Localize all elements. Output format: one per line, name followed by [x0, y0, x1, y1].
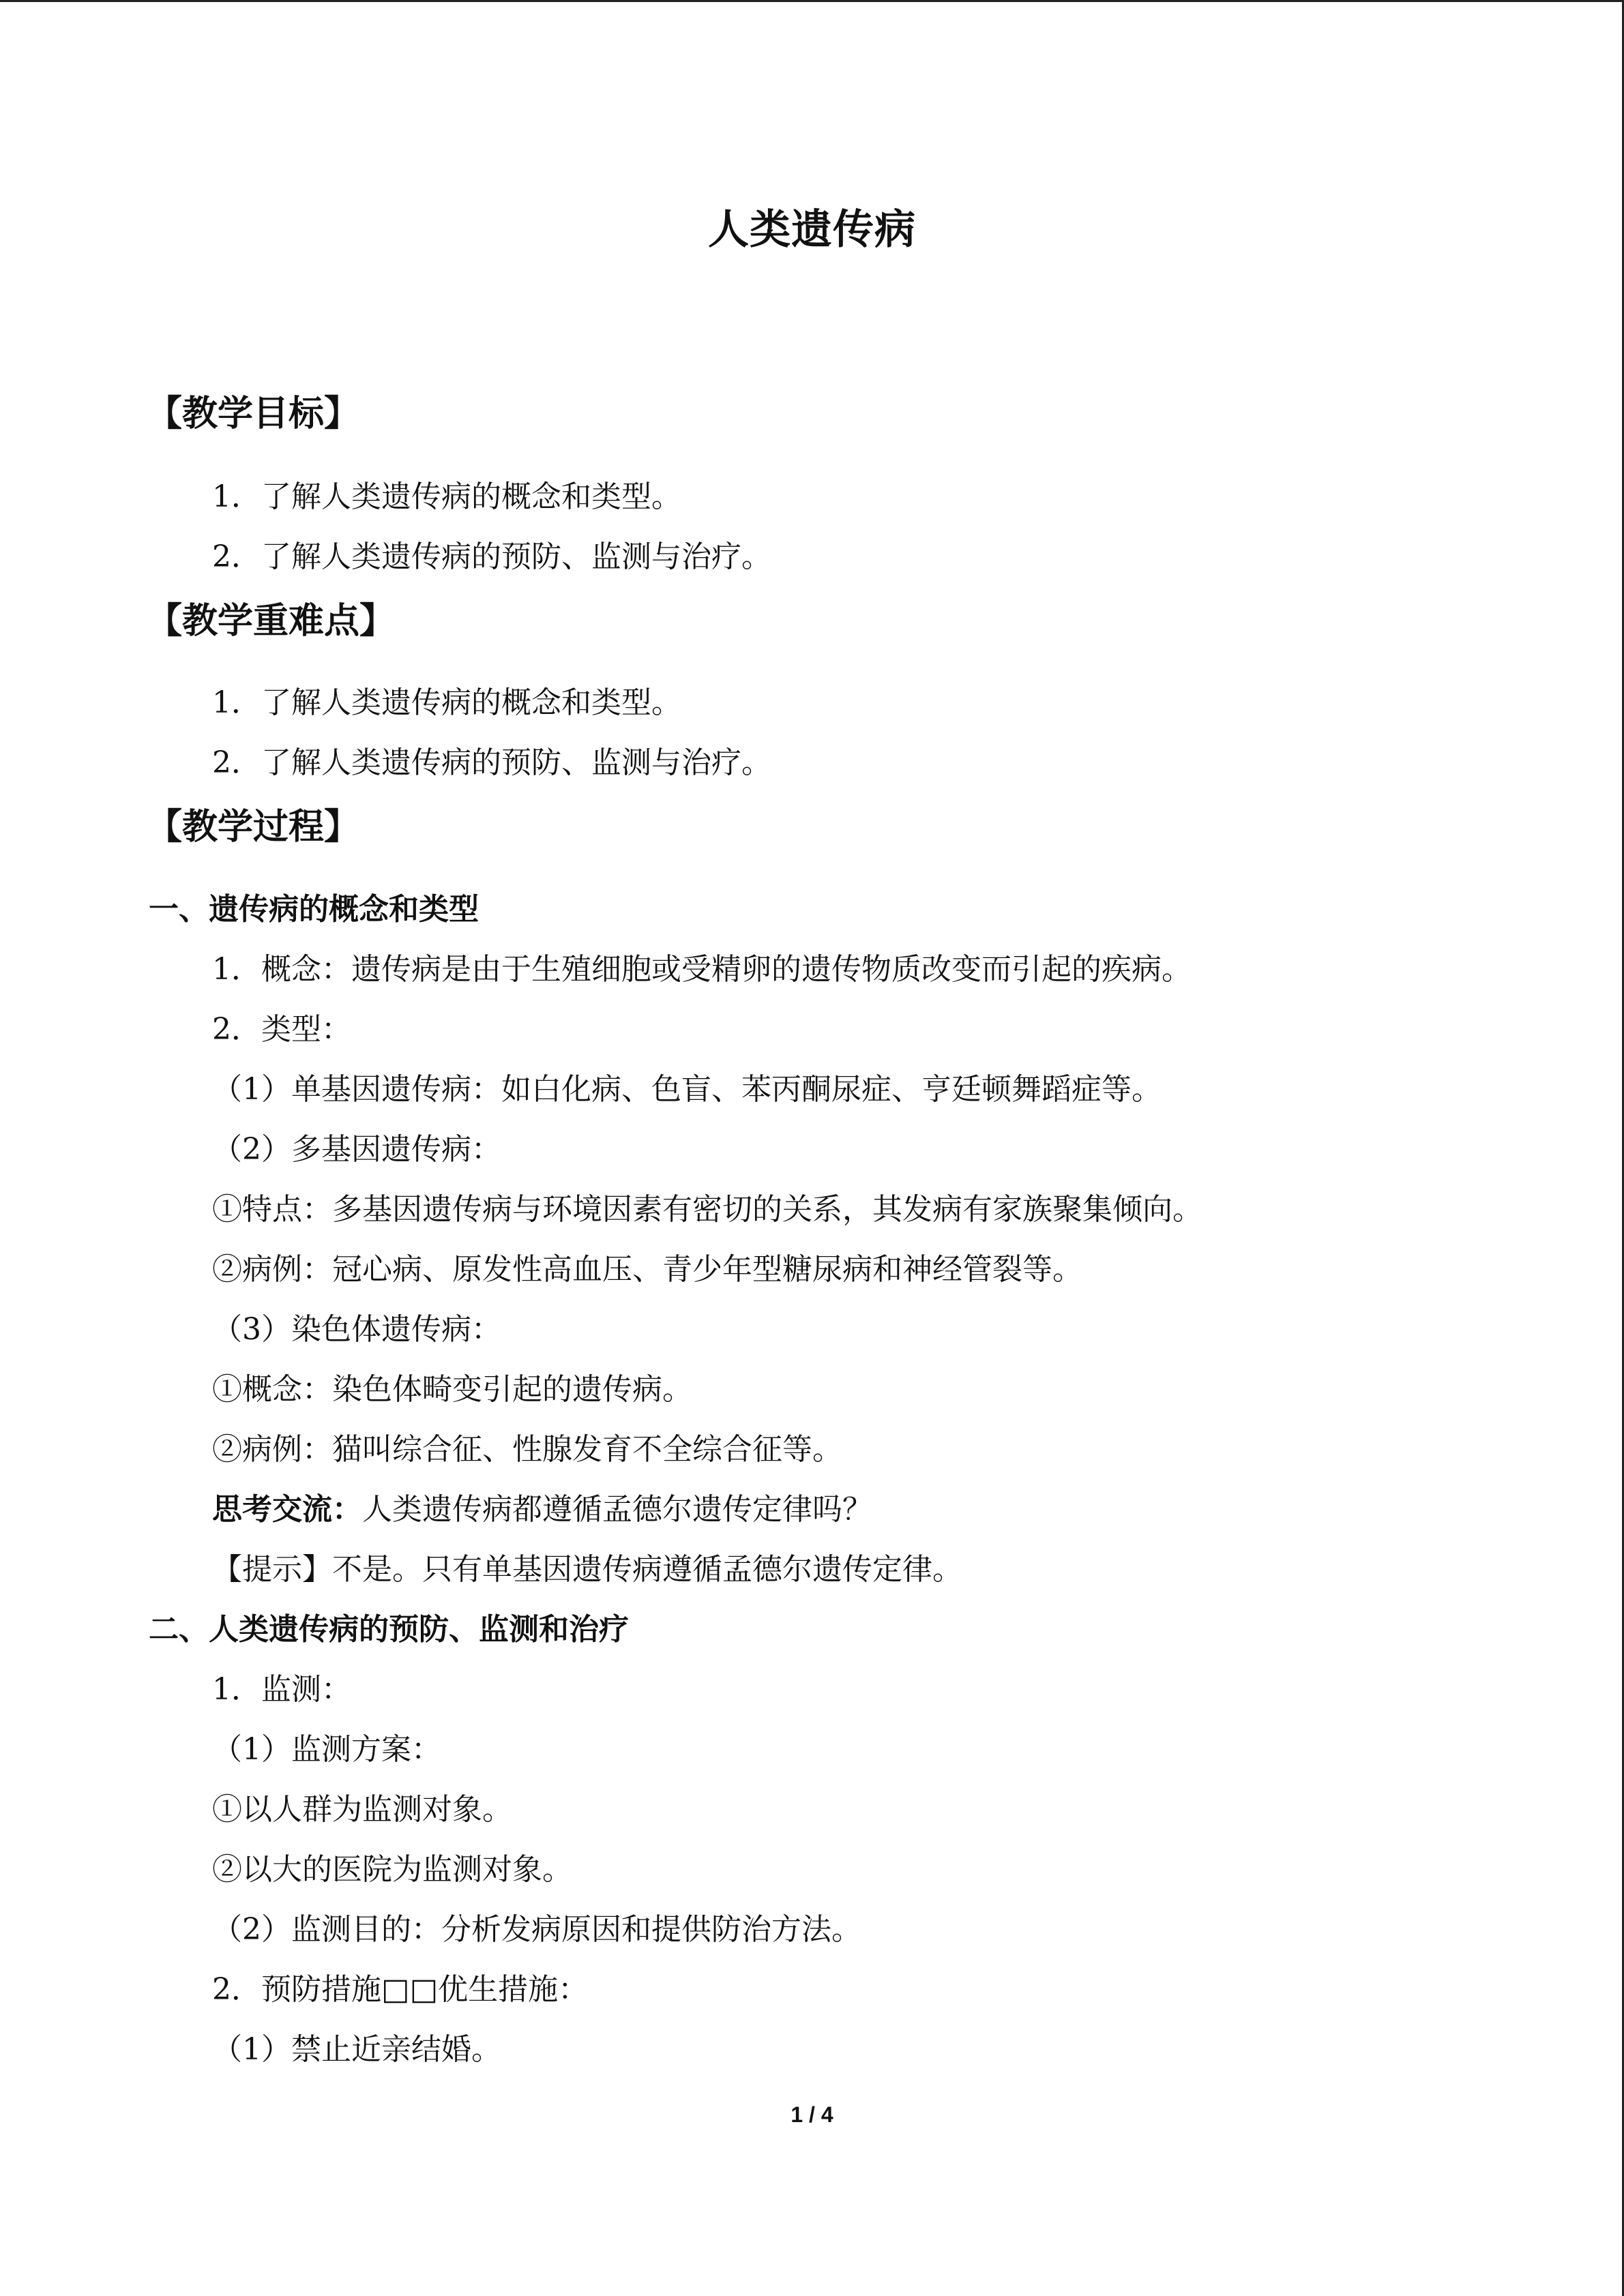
content-line: （2）监测目的：分析发病原因和提供防治方法。	[212, 1912, 861, 1947]
content-line: （3）染色体遗传病：	[212, 1312, 501, 1347]
section-heading-key-points: 【教学重难点】	[147, 600, 396, 642]
content-line: 1．概念：遗传病是由于生殖细胞或受精卵的遗传物质改变而引起的疾病。	[212, 952, 1192, 987]
subsection-heading-concept-types: 一、遗传病的概念和类型	[149, 892, 479, 927]
key-point-item: 2．了解人类遗传病的预防、监测与治疗。	[212, 745, 771, 780]
content-line: 2．类型：	[212, 1012, 351, 1047]
section-heading-objectives: 【教学目标】	[147, 393, 360, 434]
objective-item: 2．了解人类遗传病的预防、监测与治疗。	[212, 539, 771, 574]
content-line: （1）禁止近亲结婚。	[212, 2032, 501, 2067]
key-point-item: 1．了解人类遗传病的概念和类型。	[212, 685, 681, 720]
content-line: （1）单基因遗传病：如白化病、色盲、苯丙酮尿症、亨廷顿舞蹈症等。	[212, 1072, 1162, 1107]
think-discuss-text: 人类遗传病都遵循孟德尔遗传定律吗？	[362, 1492, 872, 1527]
think-discuss-line	[212, 1492, 872, 1527]
content-line: （2）多基因遗传病：	[212, 1132, 501, 1167]
content-line: ①以人群为监测对象。	[212, 1792, 512, 1827]
objective-item: 1．了解人类遗传病的概念和类型。	[212, 479, 681, 514]
page-number: 1 / 4	[791, 2102, 833, 2127]
content-line: ①概念：染色体畸变引起的遗传病。	[212, 1372, 692, 1407]
content-line: ②病例：猫叫综合征、性腺发育不全综合征等。	[212, 1432, 842, 1467]
page-title: 人类遗传病	[708, 206, 916, 254]
section-heading-process: 【教学过程】	[147, 806, 360, 848]
subsection-heading-prevention: 二、人类遗传病的预防、监测和治疗	[149, 1612, 629, 1647]
content-line: ②病例：冠心病、原发性高血压、青少年型糖尿病和神经管裂等。	[212, 1252, 1082, 1287]
hint-line: 【提示】不是。只有单基因遗传病遵循孟德尔遗传定律。	[212, 1552, 962, 1587]
content-line: ①特点：多基因遗传病与环境因素有密切的关系，其发病有家族聚集倾向。	[212, 1192, 1202, 1227]
content-line: ②以大的医院为监测对象。	[212, 1852, 572, 1887]
content-line: （1）监测方案：	[212, 1732, 441, 1767]
think-discuss-label: 思考交流：	[212, 1492, 362, 1527]
content-line: 2．预防措施□□优生措施：	[212, 1972, 589, 2007]
content-line: 1．监测：	[212, 1672, 351, 1707]
